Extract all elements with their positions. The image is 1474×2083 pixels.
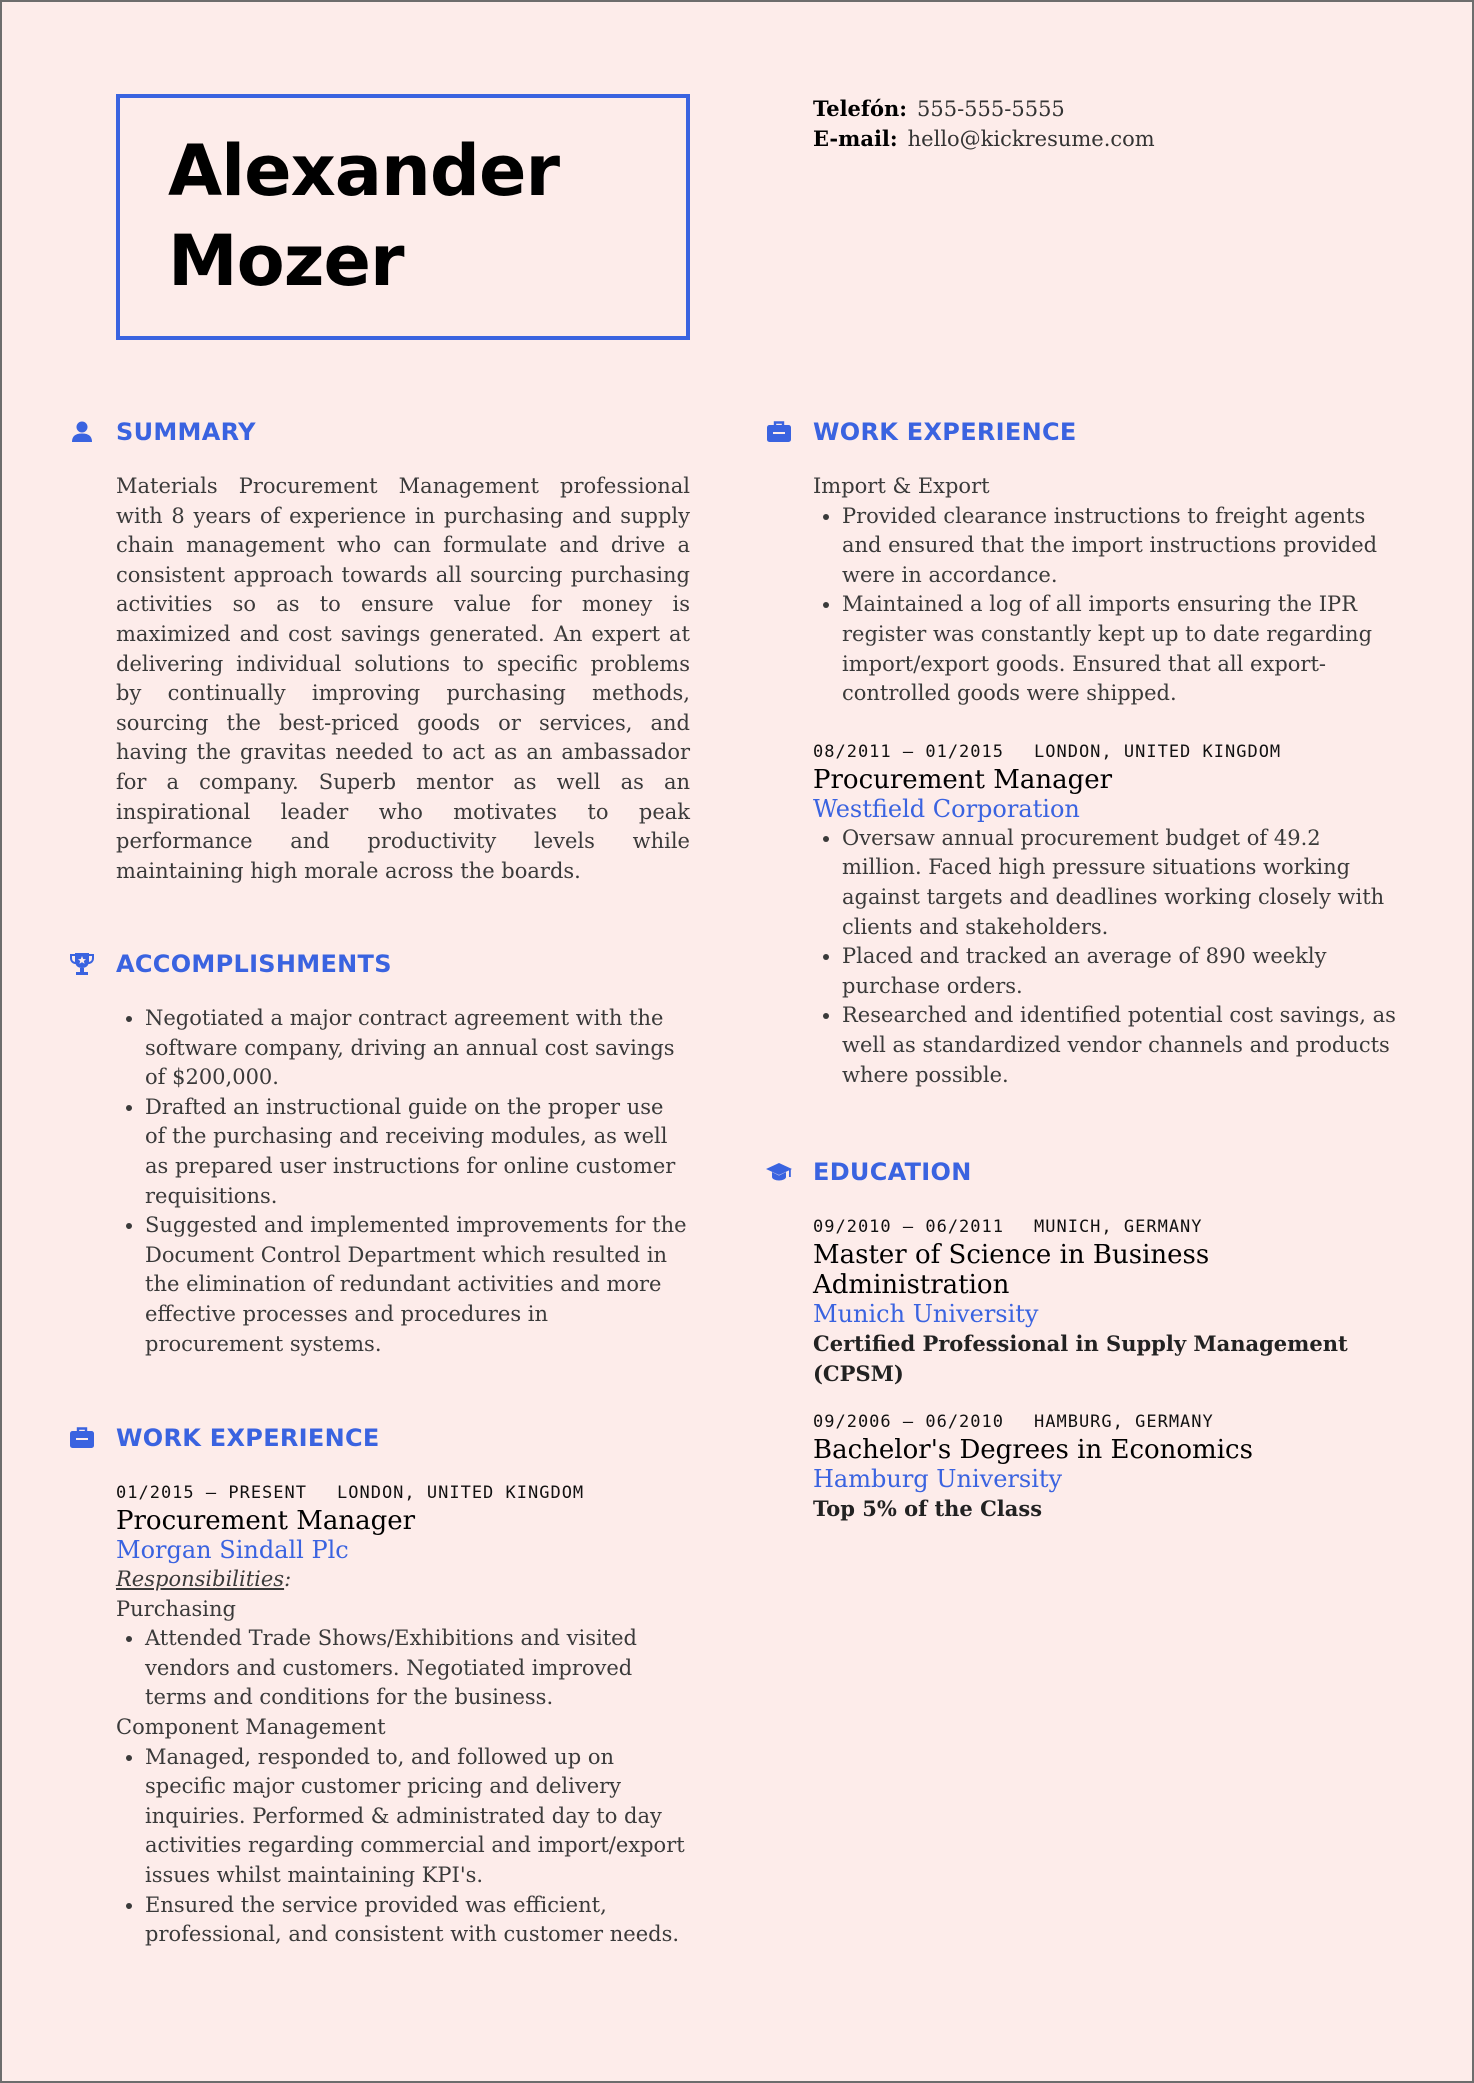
edu-location: HAMBURG, GERMANY <box>1034 1412 1214 1432</box>
name-last: Mozer <box>168 220 404 302</box>
resume-page <box>2 2 1472 2081</box>
list-item: • Oversaw annual procurement budget of 49.2 million. Faced high pressure situations working against targets and deadlines working closely with clients and stakeholders. <box>842 824 1403 942</box>
edu-meta <box>813 1214 1403 1240</box>
edu-school: Hamburg University <box>813 1465 1063 1493</box>
graduation-cap-icon <box>765 1158 793 1186</box>
job-dates: 01/2015 — PRESENT <box>116 1483 307 1503</box>
list-item: • Provided clearance instructions to freight agents and ensured that the import instructions provided were in accordance. <box>842 502 1403 591</box>
accomplishments-title: ACCOMPLISHMENTS <box>116 950 392 978</box>
list-item: • Maintained a log of all imports ensuring the IPR register was constantly kept up to date regarding import/export goods. Ensured that all export-controlled goods were shipped. <box>842 590 1403 708</box>
edu-degree: Bachelor's Degrees in Economics <box>813 1435 1253 1465</box>
accomplishments-list <box>116 1004 690 1359</box>
education-heading <box>813 1152 1403 1192</box>
list-item: • Placed and tracked an average of 890 weekly purchase orders. <box>842 942 1403 1001</box>
summary-heading <box>116 412 690 452</box>
contact-block <box>813 94 1155 154</box>
phone-label: Telefón: <box>813 96 907 121</box>
job-meta <box>116 1480 690 1506</box>
job-location: LONDON, UNITED KINGDOM <box>337 1483 585 1503</box>
briefcase-icon <box>765 418 793 446</box>
group-label: Purchasing <box>116 1596 236 1621</box>
job-location: LONDON, UNITED KINGDOM <box>1034 741 1282 762</box>
work-heading-right <box>813 412 1403 452</box>
edu-meta <box>813 1409 1403 1435</box>
group-list <box>813 502 1403 709</box>
list-item: • Negotiated a major contract agreement with the software company, driving an annual cost savings of $200,000. <box>145 1004 690 1093</box>
summary-section <box>116 412 690 886</box>
work-heading <box>116 1418 690 1458</box>
briefcase-icon <box>68 1424 96 1452</box>
list-item: • Managed, responded to, and followed up on specific major customer pricing and delivery inquiries. Performed & administrated day to day activities regarding commercial and import/export issues whilst maintaining KPI's. <box>145 1743 690 1891</box>
summary-text: Materials Procurement Management professional with 8 years of experience in purchasing and supply chain management who can formulate and drive a consistent approach towards all sourcing purchasing activities so as to ensure value for money is maximized and cost savings generated. An expert at delivering individual solutions to specific problems by continually improving purchasing methods, sourcing the best-priced goods or services, and having the gravitas needed to act as an ambassador for a company. Superb mentor as well as an inspirational leader who motivates to peak performance and productivity levels while maintaining high morale across the boards. <box>116 474 690 883</box>
education-title: EDUCATION <box>813 1158 972 1186</box>
list-item: • Drafted an instructional guide on the proper use of the purchasing and receiving modules, as well as prepared user instructions for online customer requisitions. <box>145 1093 690 1211</box>
group-list <box>116 1624 690 1713</box>
edu-location: MUNICH, GERMANY <box>1034 1217 1203 1237</box>
job-dates: 08/2011 — 01/2015 <box>813 741 1004 762</box>
edu-dates: 09/2010 — 06/2011 <box>813 1217 1004 1237</box>
name-box <box>116 94 690 340</box>
name-first: Alexander <box>168 130 559 212</box>
job-role: Procurement Manager <box>116 1506 416 1536</box>
person-icon <box>68 418 96 446</box>
work-experience-section <box>116 1418 690 1950</box>
education-section <box>813 1152 1403 1524</box>
work-title-right: WORK EXPERIENCE <box>813 418 1077 446</box>
email-value[interactable]: hello@kickresume.com <box>907 127 1155 151</box>
job-meta <box>813 739 1403 765</box>
edu-dates: 09/2006 — 06/2010 <box>813 1412 1004 1432</box>
list-item: • Researched and identified potential cost savings, as well as standardized vendor channels and products where possible. <box>842 1001 1403 1090</box>
work-title: WORK EXPERIENCE <box>116 1424 380 1452</box>
group-label: Component Management <box>116 1714 386 1739</box>
accomplishments-section <box>116 944 690 1359</box>
work-experience-continued-section <box>813 412 1403 1090</box>
phone-value[interactable]: 555-555-5555 <box>916 97 1065 121</box>
list-item: • Ensured the service provided was efficient, professional, and consistent with customer needs. <box>145 1891 690 1950</box>
accomplishments-heading <box>116 944 690 984</box>
trophy-icon <box>68 950 96 978</box>
edu-degree: Master of Science in Business Administration <box>813 1240 1210 1300</box>
job-role: Procurement Manager <box>813 764 1113 795</box>
job-company: Westfield Corporation <box>813 794 1080 823</box>
job-list <box>813 824 1403 1090</box>
email-label: E-mail: <box>813 126 898 151</box>
responsibilities-label: Responsibilities: <box>116 1567 292 1591</box>
list-item: • Attended Trade Shows/Exhibitions and visited vendors and customers. Negotiated improved terms and conditions for the business. <box>145 1624 690 1713</box>
edu-note: Top 5% of the Class <box>813 1496 1043 1521</box>
summary-title: SUMMARY <box>116 418 256 446</box>
edu-note: Certified Professional in Supply Management (CPSM) <box>813 1331 1348 1386</box>
edu-school: Munich University <box>813 1300 1039 1328</box>
list-item: • Suggested and implemented improvements for the Document Control Department which resulted in the elimination of redundant activities and more effective processes and procedures in procurement systems. <box>145 1211 690 1359</box>
group-label: Import & Export <box>813 474 990 498</box>
group-list <box>116 1743 690 1950</box>
job-company: Morgan Sindall Plc <box>116 1536 349 1564</box>
